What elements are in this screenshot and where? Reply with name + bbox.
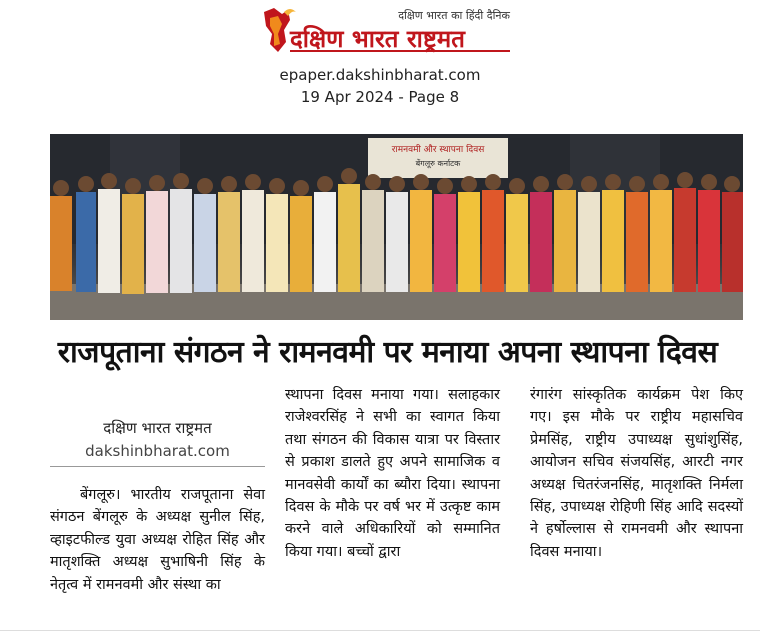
masthead-brand: दक्षिण भारत राष्ट्रमत: [290, 25, 465, 53]
photo-banner-text: रामनवमी और स्थापना दिवस: [391, 145, 485, 155]
photo-banner-sub: बेंगलूरु कर्नाटक: [415, 159, 461, 168]
byline-site[interactable]: dakshinbharat.com: [85, 442, 230, 460]
article-column-3: रंगारंग सांस्कृतिक कार्यक्रम पेश किए गए। इस मौके पर राष्ट्रीय महासचिव प्रेमसिंह, राष्ट्रीय उपाध्यक्ष सुधांशुसिंह, आयोजन सचिव संजयसिंह, आरटी नगर अध्यक्ष चितरंजनसिंह, मातृशक्ति निर्मला सिंह, उपाध्यक्ष रोहिणी सिंह आदि सदस्यों ने हर्षोल्लास से रामनवमी और स्थापना दिवस मनाया।: [530, 387, 743, 560]
article-column-1: बेंगलूरु। भारतीय राजपूताना सेवा संगठन बेंगलूरु के अध्यक्ष सुनील सिंह, व्हाइटफील्ड युवा अध्यक्ष रोहित सिंह और मातृशक्ति अध्यक्ष सुभाषिनी सिंह के नेतृत्व में रामनवमी और संस्था का: [50, 487, 265, 593]
byline: [50, 418, 265, 460]
event-photo-scene: [50, 134, 743, 320]
page-edge: [0, 630, 760, 631]
date-page: 19 Apr 2024 - Page 8: [300, 88, 460, 106]
byline-divider: [50, 466, 265, 467]
epaper-url[interactable]: epaper.dakshinbharat.com: [279, 66, 481, 84]
article-headline: राजपूताना संगठन ने रामनवमी पर मनाया अपना स्थापना दिवस: [57, 335, 718, 370]
byline-name: दक्षिण भारत राष्ट्रमत: [103, 419, 212, 437]
masthead: [0, 0, 760, 110]
event-photo: [50, 134, 743, 320]
masthead-tagline: दक्षिण भारत का हिंदी दैनिक: [398, 9, 510, 22]
article-column-2: स्थापना दिवस मनाया गया। सलाहकार राजेश्वरसिंह ने सभी का स्वागत किया तथा संगठन की विकास यात्रा पर विस्तार से प्रकाश डालते हुए अपने सामाजिक व मानवसेवी कार्यों का ब्यौरा दिया। स्थापना दिवस के मौके पर वर्ष भर में उत्कृष्ट काम करने वाले अधिकारियों को सम्मानित किया गया। बच्चों द्वारा: [285, 387, 500, 560]
